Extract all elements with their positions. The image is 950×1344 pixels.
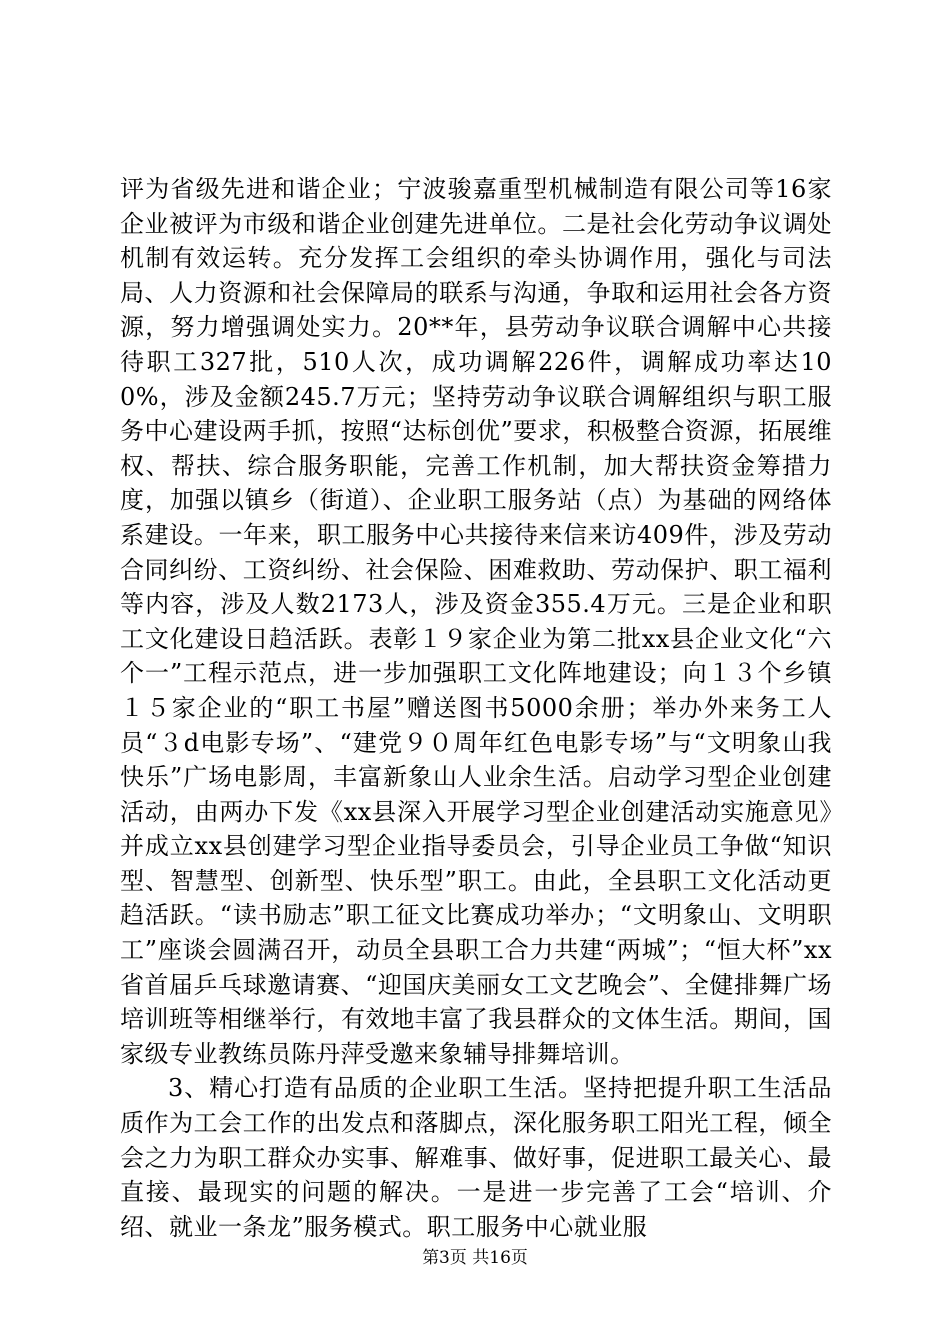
paragraph-1: 评为省级先进和谐企业；宁波骏嘉重型机械制造有限公司等16家企业被评为市级和谐企业创建先进单位。二是社会化劳动争议调处机制有效运转。充分发挥工会组织的牵头协调作用，强化与司法局、人力资源和社会保障局的联系与沟通，争取和运用社会各方资源，努力增强调处实力。20**年，县劳动争议联合调解中心共接待职工327批，510人次，成功调解226件，调解成功率达100%，涉及金额245.7万元；坚持劳动争议联合调解组织与职工服务中心建设两手抓，按照“达标创优”要求，积极整合资源，拓展维权、帮扶、综合服务职能，完善工作机制，加大帮扶资金筹措力度，加强以镇乡（街道）、企业职工服务站（点）为基础的网络体系建设。一年来，职工服务中心共接待来信来访409件，涉及劳动合同纠纷、工资纠纷、社会保险、困难救助、劳动保护、职工福利等内容，涉及人数2173人，涉及资金355.4万元。三是企业和职工文化建设日趋活跃。表彰１９家企业为第二批xx县企业文化“六个一”工程示范点，进一步加强职工文化阵地建设；向１３个乡镇１５家企业的“职工书屋”赠送图书5000余册；举办外来务工人员“３d电影专场”、“建党９０周年红色电影专场”与“文明象山我快乐”广场电影周，丰富新象山人业余生活。启动学习型企业创建活动，由两办下发《xx县深入开展学习型企业创建活动实施意见》并成立xx县创建学习型企业指导委员会，引导企业员工争做“知识型、智慧型、创新型、快乐型”职工。由此，全县职工文化活动更趋活跃。“读书励志”职工征文比赛成功举办；“文明象山、文明职工”座谈会圆满召开，动员全县职工合力共建“两城”；“恒大杯”xx省首届乒乓球邀请赛、“迎国庆美丽女工文艺晚会”、全健排舞广场培训班等相继举行，有效地丰富了我县群众的文体生活。期间，国家级专业教练员陈丹萍受邀来象辅导排舞培训。 xyxy=(120,175,832,1068)
page-footer: 第3页 共16页 xyxy=(422,1248,528,1268)
body-text xyxy=(120,172,832,1244)
paragraph-2: 3、精心打造有品质的企业职工生活。坚持把提升职工生活品质作为工会工作的出发点和落脚点，深化服务职工阳光工程，倾全会之力为职工群众办实事、解难事、做好事，促进职工最关心、最直接、最现实的问题的解决。一是进一步完善了工会“培训、介绍、就业一条龙”服务模式。职工服务中心就业服 xyxy=(120,1074,832,1241)
